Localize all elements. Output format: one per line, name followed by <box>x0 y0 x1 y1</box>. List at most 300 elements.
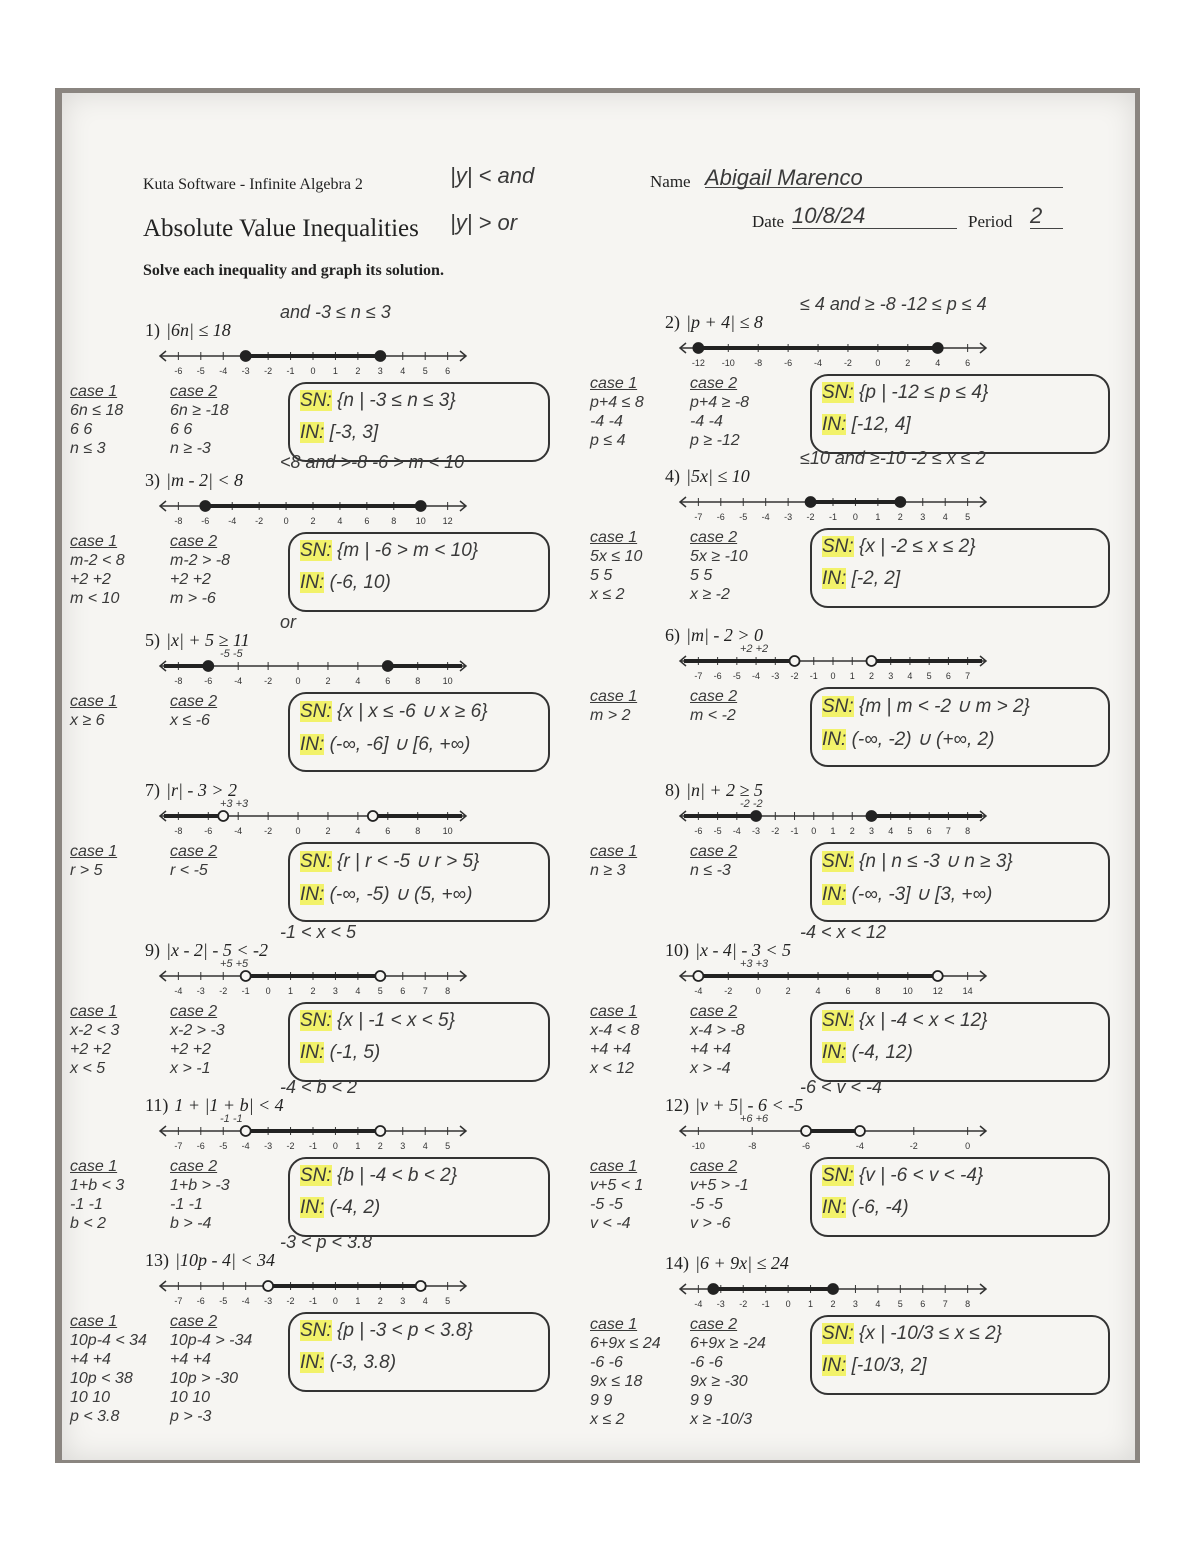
answer-box <box>288 842 550 922</box>
work-step: x ≤ 2 <box>590 586 625 603</box>
period-field: 2 <box>1030 203 1063 229</box>
closed-endpoint <box>708 1284 718 1294</box>
tick-label: 5 <box>907 826 913 836</box>
tick-label: 2 <box>868 671 874 681</box>
tick-label: 1 <box>332 366 338 376</box>
work-step: 10 10 <box>170 1389 211 1406</box>
closed-endpoint <box>828 1284 838 1294</box>
problem-inequality: |6n| ≤ 18 <box>166 320 231 340</box>
tick-label: -4 <box>752 671 761 681</box>
tick-label: -3 <box>264 1141 273 1151</box>
interval-notation-value: (-3, 3.8) <box>329 1352 397 1373</box>
number-line <box>668 338 998 372</box>
tick-label: 5 <box>926 671 932 681</box>
set-notation-value: {x | -2 ≤ x ≤ 2} <box>858 536 976 557</box>
tick-label: -1 <box>308 1141 318 1151</box>
set-notation-value: {x | -10/3 ≤ x ≤ 2} <box>858 1323 1002 1344</box>
closed-endpoint <box>806 497 816 507</box>
tick-label: -4 <box>241 1296 250 1306</box>
tick-label: 4 <box>907 671 913 681</box>
number-line <box>668 1121 998 1155</box>
problem-number: 14) <box>665 1253 689 1273</box>
case-heading: case 1 <box>70 1313 118 1330</box>
tick-label: 0 <box>811 826 817 836</box>
work-case2 <box>170 1157 230 1233</box>
case-heading: case 2 <box>170 1003 218 1020</box>
problem-number: 9) <box>145 940 160 960</box>
tick-label: 4 <box>942 512 948 522</box>
problem-statement <box>145 1095 284 1116</box>
tick-label: 3 <box>400 1141 406 1151</box>
closed-endpoint <box>200 501 210 511</box>
interval-notation-label: IN: <box>822 1042 847 1063</box>
tick-label: -4 <box>732 826 741 836</box>
work-step: 5 5 <box>690 567 713 584</box>
set-notation <box>300 700 538 723</box>
work-step: 5 5 <box>590 567 613 584</box>
case-heading: case 1 <box>590 529 638 546</box>
answer-box <box>810 1002 1110 1082</box>
work-step: -1 -1 <box>70 1196 103 1213</box>
set-notation-label: SN: <box>300 390 332 411</box>
tick-label: -8 <box>748 1141 757 1151</box>
work-case2 <box>690 528 748 604</box>
work-step: 6 6 <box>70 421 93 438</box>
problem-step-annotation: +3 +3 <box>220 798 249 810</box>
tick-label: -5 <box>732 671 741 681</box>
work-case2 <box>690 842 737 880</box>
case-heading: case 1 <box>590 843 638 860</box>
work-step: 10p-4 < 34 <box>70 1332 147 1349</box>
problem-inequality: |v + 5| - 6 < -5 <box>695 1095 804 1115</box>
set-notation-value: {x | -1 < x < 5} <box>336 1010 455 1031</box>
problem-10 <box>590 922 1110 1100</box>
tick-label: 0 <box>283 516 289 526</box>
set-notation-value: {n | -3 ≤ n ≤ 3} <box>336 390 456 411</box>
tick-label: -10 <box>691 1141 705 1151</box>
tick-label: 4 <box>815 986 821 996</box>
work-step: 9 9 <box>590 1392 613 1409</box>
set-notation <box>822 536 1098 558</box>
closed-endpoint <box>751 811 761 821</box>
problem-8 <box>590 780 1110 940</box>
work-case1 <box>70 1157 124 1233</box>
work-step: m < 10 <box>70 590 120 607</box>
closed-endpoint <box>241 351 251 361</box>
tick-label: -4 <box>241 1141 250 1151</box>
work-step: n ≥ 3 <box>590 862 626 879</box>
tick-label: 6 <box>364 516 370 526</box>
open-endpoint <box>375 1126 385 1136</box>
tick-label: -3 <box>196 986 205 996</box>
work-step: 5x ≥ -10 <box>690 548 748 565</box>
tick-label: 1 <box>355 1141 361 1151</box>
interval-notation <box>300 1352 538 1374</box>
interval-notation <box>300 572 538 594</box>
interval-notation <box>300 883 538 906</box>
answer-box <box>810 687 1110 767</box>
work-step: +4 +4 <box>690 1041 731 1058</box>
tick-label: -2 <box>843 358 852 368</box>
work-step: v < -4 <box>590 1215 631 1232</box>
problem-number: 1) <box>145 320 160 340</box>
work-case1 <box>590 528 642 604</box>
answer-box <box>288 1312 550 1392</box>
tick-label: -5 <box>196 366 205 376</box>
tick-label: -3 <box>264 1296 273 1306</box>
case-heading: case 2 <box>170 1313 218 1330</box>
problem-inequality: |m| - 2 > 0 <box>686 625 764 645</box>
tick-label: 2 <box>355 366 361 376</box>
interval-notation <box>822 568 1098 590</box>
closed-endpoint <box>895 497 905 507</box>
interval-notation <box>822 883 1098 906</box>
tick-label: 7 <box>942 1299 948 1309</box>
interval-notation-value: (-∞, -6] ∪ [6, +∞) <box>329 734 471 755</box>
work-step: x-4 > -8 <box>690 1022 745 1039</box>
problem-step-annotation: -1 -1 <box>220 1113 243 1125</box>
work-step: v > -6 <box>690 1215 731 1232</box>
interval-notation <box>822 1355 1098 1377</box>
open-endpoint <box>416 1281 426 1291</box>
tick-label: 0 <box>265 986 271 996</box>
problem-annotation: -6 < v < -4 <box>800 1077 883 1097</box>
instructions: Solve each inequality and graph its solution. <box>143 262 444 279</box>
work-step: m-2 > -8 <box>170 552 231 569</box>
problem-number: 13) <box>145 1250 169 1270</box>
work-case2 <box>690 1157 749 1233</box>
set-notation-value: {r | r < -5 ∪ r > 5} <box>336 851 480 872</box>
closed-endpoint <box>203 661 213 671</box>
tick-label: -2 <box>255 516 264 526</box>
tick-label: 6 <box>945 671 951 681</box>
problem-annotation: ≤ 4 and ≥ -8 -12 ≤ p ≤ 4 <box>800 294 987 314</box>
tick-label: -6 <box>204 676 213 686</box>
number-line <box>668 492 998 526</box>
interval-notation-value: (-4, 2) <box>329 1197 381 1218</box>
tick-label: -3 <box>752 826 761 836</box>
closed-endpoint <box>933 343 943 353</box>
tick-label: -3 <box>771 671 780 681</box>
interval-notation <box>822 1197 1098 1219</box>
work-case2 <box>690 687 737 725</box>
work-step: x ≥ -2 <box>690 586 730 603</box>
tick-label: 1 <box>355 1296 361 1306</box>
case-heading: case 1 <box>70 843 118 860</box>
problem-inequality: |x - 2| - 5 < -2 <box>166 940 269 960</box>
interval-notation <box>300 1197 538 1219</box>
tick-label: 3 <box>332 986 338 996</box>
problem-11 <box>70 1077 590 1255</box>
interval-notation-label: IN: <box>300 884 325 905</box>
tick-label: 7 <box>945 826 951 836</box>
interval-notation-label: IN: <box>300 422 325 443</box>
work-step: x-2 > -3 <box>170 1022 225 1039</box>
tick-label: -6 <box>174 366 183 376</box>
tick-label: -6 <box>784 358 793 368</box>
work-case1 <box>590 1315 661 1429</box>
work-step: -4 -4 <box>590 413 623 430</box>
set-notation-label: SN: <box>300 851 332 872</box>
problem-inequality: |6 + 9x| ≤ 24 <box>695 1253 789 1273</box>
tick-label: 1 <box>849 671 855 681</box>
interval-notation-label: IN: <box>300 734 325 755</box>
problem-step-annotation: +2 +2 <box>740 643 769 655</box>
set-notation-value: {n | n ≤ -3 ∪ n ≥ 3} <box>858 851 1013 872</box>
tick-label: 1 <box>830 826 836 836</box>
tick-label: -2 <box>790 671 799 681</box>
tick-label: 1 <box>875 512 881 522</box>
tick-label: -8 <box>754 358 763 368</box>
tick-label: 2 <box>310 986 316 996</box>
tick-label: -4 <box>814 358 823 368</box>
tick-label: 6 <box>445 366 451 376</box>
tick-label: 14 <box>962 986 973 996</box>
work-step: r > 5 <box>70 862 103 879</box>
interval-notation <box>300 422 538 444</box>
problem-number: 3) <box>145 470 160 490</box>
tick-label: 0 <box>755 986 761 996</box>
problem-number: 8) <box>665 780 680 800</box>
problem-4 <box>590 448 1110 626</box>
number-line <box>148 806 478 840</box>
answer-box <box>288 382 550 462</box>
problem-statement <box>665 466 750 487</box>
set-notation <box>822 1165 1098 1187</box>
problem-inequality: |10p - 4| < 34 <box>175 1250 276 1270</box>
problem-statement <box>665 940 791 961</box>
case-heading: case 2 <box>690 688 738 705</box>
work-case1 <box>70 1312 147 1426</box>
case-heading: case 1 <box>590 1316 638 1333</box>
open-endpoint <box>375 971 385 981</box>
tick-label: 4 <box>355 676 361 686</box>
problem-12 <box>590 1077 1110 1255</box>
tick-label: -1 <box>828 512 838 522</box>
problem-annotation: -4 < b < 2 <box>280 1077 358 1097</box>
tick-label: 2 <box>325 826 331 836</box>
work-case1 <box>70 532 125 608</box>
interval-notation-value: (-4, 12) <box>851 1042 913 1063</box>
date-label: Date <box>752 212 785 231</box>
or-note: |y| > or <box>450 210 518 235</box>
case-heading: case 2 <box>170 843 218 860</box>
number-line <box>668 1279 998 1313</box>
work-step: -6 -6 <box>690 1354 723 1371</box>
tick-label: 4 <box>400 366 406 376</box>
work-step: p+4 ≤ 8 <box>590 394 644 411</box>
case-heading: case 1 <box>70 533 118 550</box>
problem-statement <box>665 312 763 333</box>
tick-label: -6 <box>204 826 213 836</box>
interval-notation-label: IN: <box>822 729 847 750</box>
work-step: +4 +4 <box>70 1351 111 1368</box>
case-heading: case 2 <box>690 843 738 860</box>
set-notation <box>300 1320 538 1342</box>
set-notation <box>300 540 538 562</box>
closed-endpoint <box>693 343 703 353</box>
set-notation <box>822 382 1098 404</box>
interval-notation-label: IN: <box>822 1355 847 1376</box>
tick-label: 8 <box>965 1299 971 1309</box>
work-step: -4 -4 <box>690 413 723 430</box>
tick-label: 5 <box>445 1141 451 1151</box>
tick-label: -4 <box>855 1141 864 1151</box>
work-case1 <box>590 374 644 450</box>
problem-annotation: -1 < x < 5 <box>280 922 357 942</box>
tick-label: -7 <box>174 1296 183 1306</box>
tick-label: 0 <box>785 1299 791 1309</box>
work-case1 <box>70 692 117 730</box>
tick-label: -6 <box>802 1141 811 1151</box>
interval-notation-value: (-∞, -5) ∪ (5, +∞) <box>329 884 473 905</box>
work-step: p+4 ≥ -8 <box>690 394 750 411</box>
work-case1 <box>70 842 117 880</box>
work-step: 6 6 <box>170 421 193 438</box>
tick-label: -2 <box>739 1299 748 1309</box>
tick-label: 3 <box>920 512 926 522</box>
interval-notation-value: (-1, 5) <box>329 1042 381 1063</box>
problem-statement <box>665 1095 803 1116</box>
set-notation-label: SN: <box>822 536 854 557</box>
tick-label: 4 <box>888 826 894 836</box>
name-field: Abigail Marenco <box>705 165 1063 188</box>
interval-notation-label: IN: <box>300 572 325 593</box>
problem-3 <box>70 452 590 630</box>
set-notation-label: SN: <box>822 1165 854 1186</box>
interval-notation-label: IN: <box>822 414 847 435</box>
set-notation-label: SN: <box>822 1010 854 1031</box>
work-case1 <box>70 1002 119 1078</box>
tick-label: -8 <box>174 676 183 686</box>
work-step: x-4 < 8 <box>590 1022 640 1039</box>
case-heading: case 2 <box>690 529 738 546</box>
case-heading: case 1 <box>590 375 638 392</box>
tick-label: 0 <box>295 676 301 686</box>
open-endpoint <box>790 656 800 666</box>
answer-box <box>810 1157 1110 1237</box>
tick-label: 4 <box>355 826 361 836</box>
set-notation-value: {m | m < -2 ∪ m > 2} <box>858 696 1030 717</box>
work-case1 <box>590 1157 643 1233</box>
tick-label: 0 <box>830 671 836 681</box>
work-case1 <box>590 842 637 880</box>
problem-annotation: -3 < p < 3.8 <box>280 1232 373 1252</box>
tick-label: -6 <box>694 826 703 836</box>
tick-label: 3 <box>888 671 894 681</box>
tick-label: 2 <box>830 1299 836 1309</box>
work-case1 <box>70 382 123 458</box>
tick-label: 2 <box>849 826 855 836</box>
open-endpoint <box>368 811 378 821</box>
tick-label: -4 <box>174 986 183 996</box>
number-line <box>148 966 478 1000</box>
work-step: x > -1 <box>170 1060 211 1077</box>
answer-box <box>810 1315 1110 1395</box>
number-line <box>148 656 478 690</box>
number-line <box>148 346 478 380</box>
problem-step-annotation: +3 +3 <box>740 958 769 970</box>
case-heading: case 2 <box>170 1158 218 1175</box>
interval-notation-value: (-6, -4) <box>851 1197 909 1218</box>
problem-14 <box>590 1253 1110 1428</box>
tick-label: -1 <box>308 1296 318 1306</box>
tick-label: 4 <box>422 1141 428 1151</box>
name-label: Name <box>650 172 691 191</box>
work-case2 <box>690 1315 766 1429</box>
problem-step-annotation: +5 +5 <box>220 958 249 970</box>
closed-endpoint <box>866 811 876 821</box>
interval-notation <box>822 728 1098 751</box>
tick-label: -4 <box>694 1299 703 1309</box>
work-step: p ≥ -12 <box>690 432 740 449</box>
tick-label: -6 <box>713 671 722 681</box>
work-case2 <box>170 842 217 880</box>
work-step: x > -4 <box>690 1060 731 1077</box>
tick-label: 3 <box>868 826 874 836</box>
tick-label: -10 <box>721 358 735 368</box>
work-case2 <box>170 1002 225 1078</box>
work-step: 6n ≤ 18 <box>70 402 124 419</box>
problem-number: 12) <box>665 1095 689 1115</box>
set-notation <box>300 850 538 873</box>
tick-label: 3 <box>400 1296 406 1306</box>
set-notation-value: {p | -3 < p < 3.8} <box>336 1320 473 1341</box>
answer-box <box>288 692 550 772</box>
tick-label: 10 <box>442 826 453 836</box>
set-notation <box>822 695 1098 718</box>
set-notation-label: SN: <box>822 851 854 872</box>
number-line <box>668 806 998 840</box>
work-step: 10p < 38 <box>70 1370 133 1387</box>
tick-label: 6 <box>385 676 391 686</box>
tick-label: 8 <box>415 676 421 686</box>
tick-label: 3 <box>852 1299 858 1309</box>
tick-label: 5 <box>897 1299 903 1309</box>
tick-label: 5 <box>445 1296 451 1306</box>
work-step: -5 -5 <box>690 1196 723 1213</box>
tick-label: 0 <box>295 826 301 836</box>
tick-label: -5 <box>713 826 722 836</box>
work-case2 <box>690 374 749 450</box>
tick-label: -2 <box>264 826 273 836</box>
tick-label: 4 <box>422 1296 428 1306</box>
tick-label: -2 <box>806 512 815 522</box>
case-heading: case 1 <box>70 1003 118 1020</box>
set-notation <box>822 1010 1098 1032</box>
work-case1 <box>590 1002 639 1078</box>
work-step: 6+9x ≤ 24 <box>590 1335 661 1352</box>
work-step: -5 -5 <box>590 1196 623 1213</box>
interval-notation-value: [-2, 2] <box>851 568 901 589</box>
work-step: x < 5 <box>70 1060 106 1077</box>
work-step: p ≤ 4 <box>590 432 626 449</box>
tick-label: 2 <box>377 1296 383 1306</box>
interval-notation <box>300 1042 538 1064</box>
tick-label: 7 <box>422 986 428 996</box>
set-notation <box>822 1323 1098 1345</box>
tick-label: -5 <box>219 1296 228 1306</box>
tick-label: 8 <box>391 516 397 526</box>
work-step: m-2 < 8 <box>70 552 125 569</box>
number-line <box>148 1276 478 1310</box>
work-case2 <box>170 1312 252 1426</box>
tick-label: 6 <box>400 986 406 996</box>
problem-inequality: |x| + 5 ≥ 11 <box>166 630 250 650</box>
work-step: 1+b > -3 <box>170 1177 230 1194</box>
case-heading: case 2 <box>170 693 218 710</box>
work-step: +2 +2 <box>70 571 111 588</box>
